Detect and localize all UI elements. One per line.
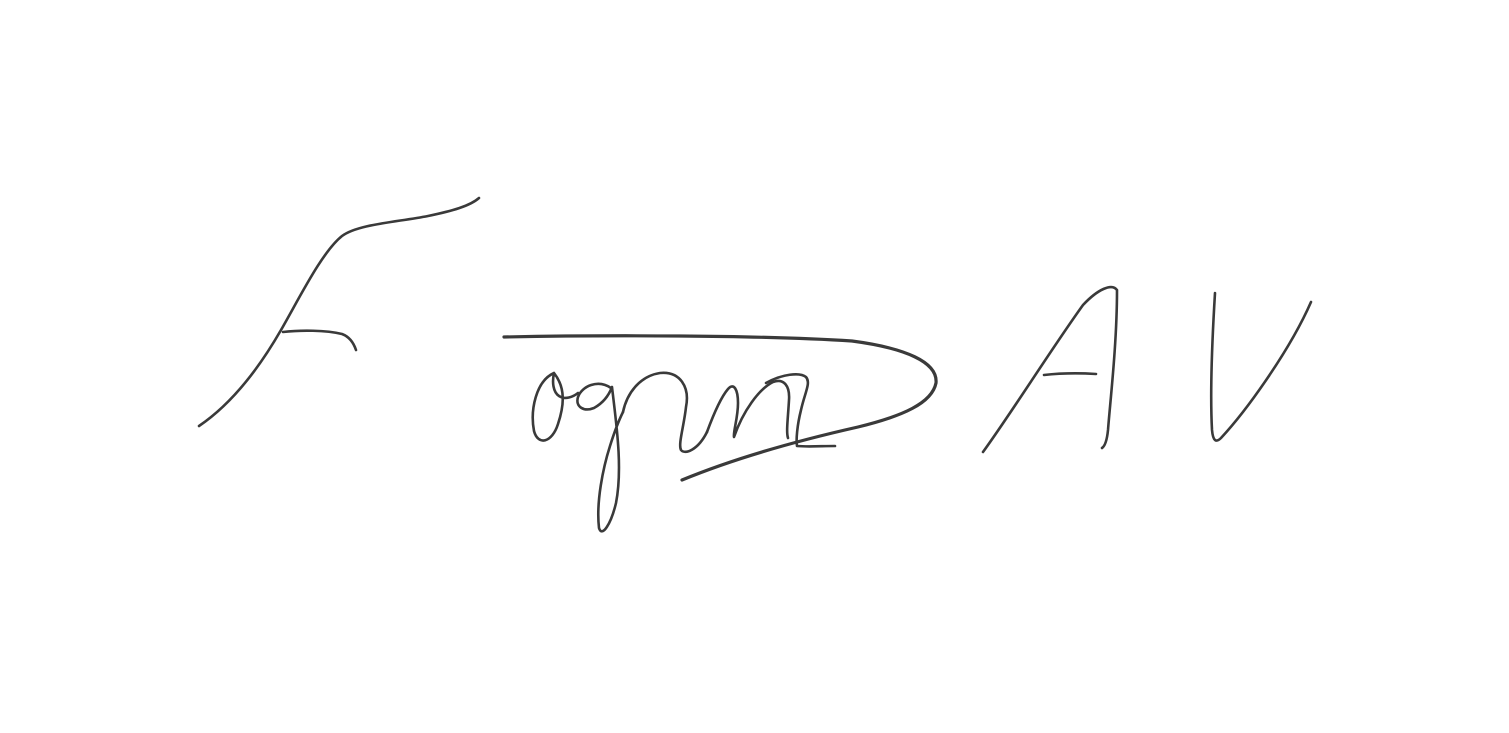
signature-letter-o <box>533 373 578 441</box>
signature-overline-loop <box>504 336 936 480</box>
signature-letter-f-stem <box>199 198 479 426</box>
signature-letter-n <box>707 381 789 438</box>
signature-letter-f-crossbar <box>283 331 356 350</box>
signature-letter-a-capital <box>983 287 1117 452</box>
signature-letter-a-crossbar <box>1044 373 1096 375</box>
signature-letter-g <box>577 384 623 531</box>
signature-letter-v <box>1211 293 1311 441</box>
signature-letter-a <box>623 373 707 452</box>
